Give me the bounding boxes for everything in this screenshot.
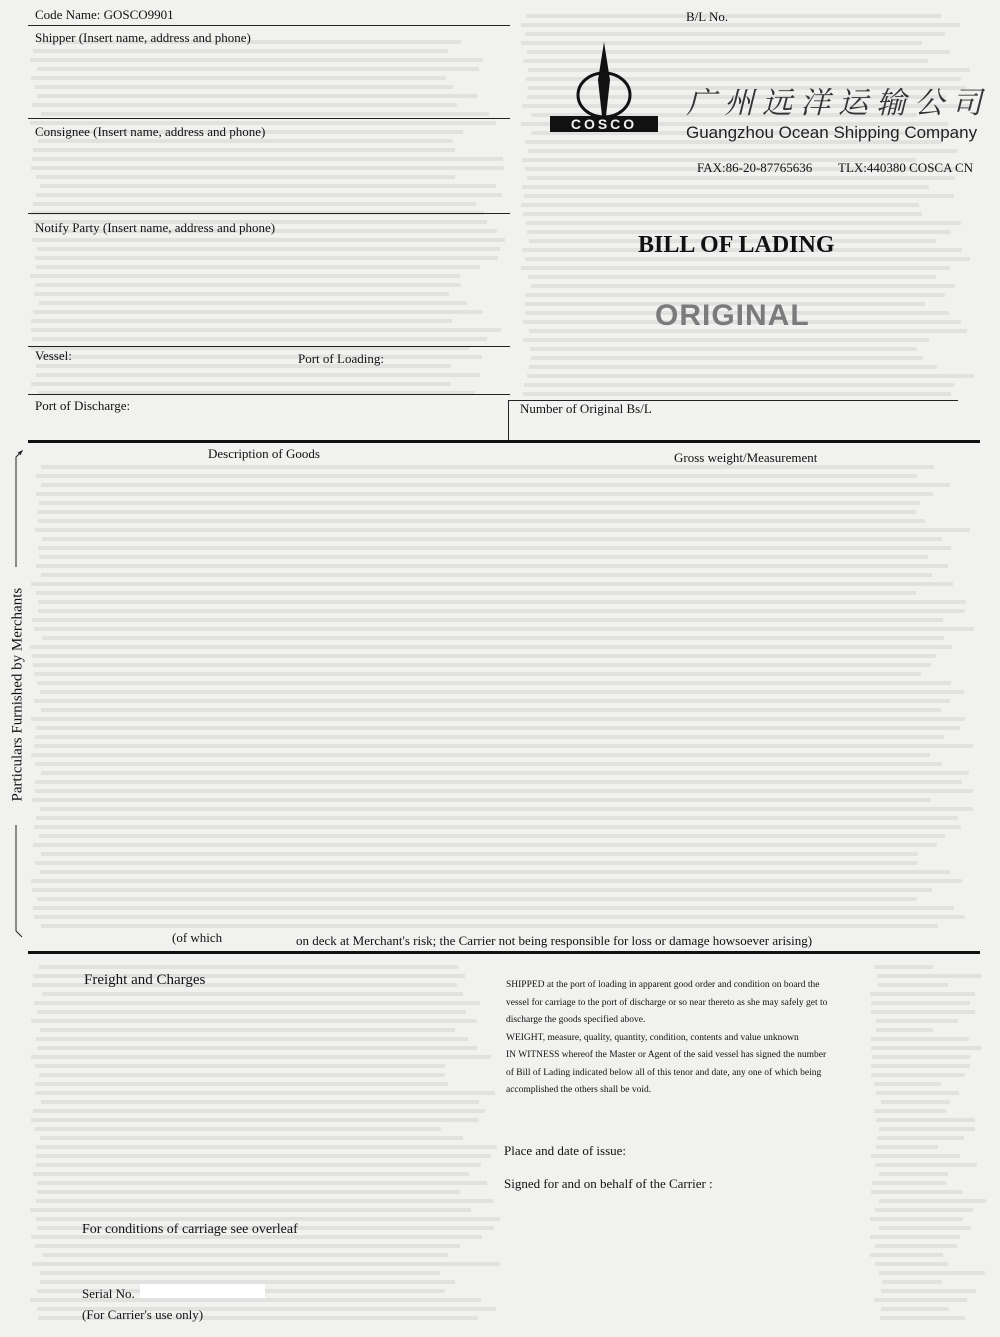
bleed-line — [35, 1244, 460, 1248]
bleed-line — [42, 636, 945, 640]
bleed-line — [37, 1046, 477, 1050]
bleed-line — [35, 85, 452, 89]
bleed-line — [32, 337, 487, 341]
bleed-line — [876, 1118, 975, 1122]
bleed-line — [879, 1271, 985, 1275]
description-of-goods-header: Description of Goods — [208, 446, 320, 461]
port-of-loading-label: Port of Loading: — [298, 351, 384, 366]
bleed-line — [37, 1190, 460, 1194]
shipped-clause-line: SHIPPED at the port of loading in apparent good order and condition on board the — [506, 980, 820, 990]
bleed-line — [40, 870, 951, 874]
bleed-line — [40, 690, 964, 694]
serial-number-redaction — [140, 1284, 265, 1298]
shipper-label: Shipper (Insert name, address and phone) — [35, 30, 251, 45]
bleed-line — [31, 1055, 491, 1059]
bleed-line — [33, 906, 954, 910]
bleed-line — [41, 483, 950, 487]
bleed-line — [40, 1136, 463, 1140]
bleed-line — [36, 1145, 496, 1149]
bleed-line — [879, 1127, 974, 1131]
bleed-line — [32, 103, 458, 107]
bleed-line — [33, 1109, 485, 1113]
bleed-line — [31, 166, 504, 170]
bleed-line — [874, 1082, 941, 1086]
bleed-line — [37, 67, 479, 71]
bleed-line — [42, 992, 464, 996]
bleed-line — [36, 492, 933, 496]
bleed-line — [870, 1217, 963, 1221]
bleed-line — [34, 915, 966, 919]
bleed-line — [871, 1046, 981, 1050]
bleed-line — [877, 1136, 964, 1140]
document-title: BILL OF LADING — [638, 232, 835, 258]
bleed-line — [37, 681, 951, 685]
bleed-line — [36, 726, 960, 730]
bleed-line — [529, 365, 937, 369]
bleed-line — [36, 1037, 468, 1041]
bleed-line — [881, 1307, 949, 1311]
bleed-line — [36, 564, 948, 568]
shipped-clause — [506, 977, 866, 1100]
bleed-line — [879, 1226, 971, 1230]
bleed-line — [34, 699, 950, 703]
bleed-line — [40, 807, 973, 811]
bleed-line — [527, 176, 956, 180]
bleed-line — [879, 1172, 948, 1176]
bleed-line — [38, 609, 965, 613]
bleed-line — [33, 49, 447, 53]
shipped-clause-line: discharge the goods specified above. — [506, 1015, 646, 1025]
bleed-line — [41, 573, 932, 577]
bleed-line — [37, 1010, 466, 1014]
conditions-overleaf-note: For conditions of carriage see overleaf — [82, 1222, 298, 1237]
divider — [28, 213, 510, 214]
bleed-line — [35, 789, 973, 793]
bleed-line — [528, 149, 958, 153]
bleed-line — [530, 347, 917, 351]
company-fax: FAX:86-20-87765636 — [697, 160, 813, 175]
bleed-line — [875, 1208, 973, 1212]
bleed-line — [37, 1181, 487, 1185]
bleed-line — [33, 663, 931, 667]
bleed-line — [38, 600, 966, 604]
cosco-logo — [548, 40, 660, 135]
shipped-clause-line: IN WITNESS whereof the Master or Agent of the said vessel has signed the number — [506, 1050, 827, 1060]
bleed-line — [39, 1073, 444, 1077]
bleed-line — [32, 798, 932, 802]
bleed-line — [882, 1280, 942, 1284]
divider — [508, 400, 509, 441]
bleed-line — [876, 1028, 933, 1032]
bleed-line — [525, 293, 945, 297]
bleed-line — [523, 212, 922, 216]
bleed-line — [40, 184, 496, 188]
company-english-name: Guangzhou Ocean Shipping Company — [686, 123, 978, 142]
shipped-clause-line: accomplished the others shall be void. — [506, 1085, 652, 1095]
bleed-line — [34, 1001, 480, 1005]
bleed-line — [874, 965, 933, 969]
bleed-line — [35, 283, 460, 287]
bleed-line — [36, 364, 450, 368]
gross-weight-header: Gross weight/Measurement — [674, 450, 818, 465]
original-stamp: ORIGINAL — [655, 299, 810, 332]
bleed-line — [41, 771, 969, 775]
deck-note: on deck at Merchant's risk; the Carrier not being responsible for loss or damage howsoever arising) — [296, 933, 813, 948]
bleed-line — [521, 23, 960, 27]
section-divider — [28, 951, 980, 954]
bleed-line — [31, 319, 452, 323]
bleed-line — [37, 897, 917, 901]
bleed-line — [36, 373, 479, 377]
bleed-line — [37, 510, 916, 514]
bleed-line — [871, 1154, 960, 1158]
bleed-line — [32, 888, 932, 892]
bleed-line — [37, 247, 499, 251]
bleed-line — [870, 992, 975, 996]
bleed-line — [36, 1163, 482, 1167]
company-telex: TLX:440380 COSCA CN — [838, 160, 974, 175]
place-date-of-issue-label: Place and date of issue: — [504, 1143, 627, 1158]
bleed-line — [526, 14, 941, 18]
bleed-line — [523, 338, 929, 342]
bleed-line — [42, 537, 942, 541]
bleed-line — [31, 1019, 476, 1023]
company-chinese-name: 广州远洋运输公司 — [686, 86, 990, 121]
freight-and-charges-label: Freight and Charges — [84, 972, 206, 988]
bleed-line — [872, 1055, 970, 1059]
bleed-line — [871, 1064, 970, 1068]
bleed-line — [36, 1199, 495, 1203]
bleed-line — [527, 374, 974, 378]
bleed-line — [522, 185, 929, 189]
bleed-line — [39, 501, 920, 505]
serial-number-label: Serial No. — [82, 1286, 135, 1301]
bleed-line — [36, 591, 916, 595]
bleed-line — [42, 1253, 448, 1257]
bleed-line — [32, 654, 935, 658]
bleed-line — [41, 112, 489, 116]
bleed-line — [35, 861, 919, 865]
bleed-line — [34, 1127, 441, 1131]
bleed-line — [36, 1217, 500, 1221]
bleed-line — [38, 546, 952, 550]
bleed-line — [31, 1118, 479, 1122]
bleed-line — [32, 1262, 500, 1266]
bleed-line — [872, 1181, 946, 1185]
bleed-line — [37, 94, 477, 98]
bleed-line — [875, 1262, 948, 1266]
bleed-line — [879, 1199, 986, 1203]
bleed-line — [31, 582, 953, 586]
bl-number-label: B/L No. — [686, 9, 729, 24]
bleed-line — [524, 383, 954, 387]
shipped-clause-line: of Bill of Lading indicated below all of this tenor and date, any one of which being — [506, 1067, 822, 1078]
bleed-line — [35, 1091, 495, 1095]
bleed-line — [876, 1145, 939, 1149]
bleed-line — [33, 148, 455, 152]
bleed-line — [41, 708, 941, 712]
divider — [28, 25, 510, 26]
bleed-line — [36, 1154, 491, 1158]
bleed-line — [871, 1001, 970, 1005]
consignee-label: Consignee (Insert name, address and phone) — [35, 124, 266, 139]
bleed-line — [31, 879, 962, 883]
bleed-line — [876, 1019, 958, 1023]
bleed-line — [524, 194, 954, 198]
bleed-line — [36, 193, 502, 197]
bleed-line — [521, 266, 951, 270]
bleed-line — [874, 1298, 967, 1302]
bleed-line — [32, 618, 943, 622]
bleed-line — [871, 1190, 963, 1194]
bleed-line — [32, 238, 505, 242]
bleed-line — [870, 1235, 960, 1239]
bleed-line — [876, 1091, 959, 1095]
bleed-line — [34, 292, 449, 296]
notify-party-label: Notify Party (Insert name, address and phone) — [35, 220, 276, 235]
bleed-line — [875, 1163, 976, 1167]
shipped-clause-line: WEIGHT, measure, quality, quantity, condition, contents and value unknown — [506, 1032, 799, 1043]
bleed-line — [30, 645, 951, 649]
bleed-line — [36, 175, 455, 179]
bleed-line — [40, 1271, 440, 1275]
cosco-logo-text: COSCO — [570, 116, 638, 132]
bleed-line — [528, 275, 936, 279]
bleed-line — [36, 265, 480, 269]
bleed-line — [871, 1073, 965, 1077]
bleed-line — [880, 1316, 965, 1320]
bleed-line — [33, 202, 475, 206]
bleed-line — [35, 1082, 448, 1086]
bleed-line — [526, 221, 961, 225]
bleed-line — [33, 843, 938, 847]
code-name: Code Name: GOSCO9901 — [35, 7, 174, 22]
number-of-original-label: Number of Original Bs/L — [520, 401, 652, 416]
bleed-line — [881, 1289, 976, 1293]
bleed-line — [35, 528, 970, 532]
bleed-line — [31, 382, 451, 386]
bleed-line — [41, 924, 938, 928]
bleed-line — [877, 974, 981, 978]
bleed-line — [531, 356, 923, 360]
divider — [28, 346, 510, 347]
bleed-line — [35, 762, 941, 766]
bleed-line — [523, 392, 952, 396]
bleed-line — [881, 1100, 950, 1104]
bleed-line — [35, 1064, 445, 1068]
shipped-clause-line: vessel for carriage to the port of discharge or so near thereto as she may safely get to — [506, 997, 828, 1008]
bleed-line — [33, 310, 483, 314]
bleed-line — [41, 852, 918, 856]
bleed-line — [31, 717, 965, 721]
bleed-line — [33, 1172, 469, 1176]
bleed-line — [871, 1010, 975, 1014]
bleed-line — [525, 32, 944, 36]
bleed-line — [521, 203, 919, 207]
bleed-line — [39, 834, 946, 838]
particulars-side-label: Particulars Furnished by Merchants — [9, 587, 26, 802]
deck-note-prefix: (of which — [172, 930, 223, 945]
bleed-line — [34, 672, 921, 676]
bleed-line — [35, 355, 482, 359]
bleed-line — [36, 816, 958, 820]
bleed-line — [39, 555, 928, 559]
bleed-line — [871, 1037, 969, 1041]
bleed-line — [870, 1253, 943, 1257]
bleed-line — [39, 965, 457, 969]
bleed-line — [30, 58, 483, 62]
vessel-label: Vessel: — [35, 348, 72, 363]
bleed-line — [39, 301, 467, 305]
section-divider — [28, 440, 980, 443]
bleed-line — [31, 753, 931, 757]
bleed-line — [878, 983, 947, 987]
bleed-line — [32, 157, 503, 161]
port-of-discharge-label: Port of Discharge: — [35, 398, 131, 413]
bleed-line — [874, 1109, 945, 1113]
carrier-use-note: (For Carrier's use only) — [82, 1307, 204, 1322]
bleed-line — [40, 1028, 455, 1032]
divider — [28, 394, 510, 395]
signed-for-carrier-label: Signed for and on behalf of the Carrier : — [504, 1176, 713, 1191]
bleed-line — [35, 256, 499, 260]
bleed-line — [875, 1244, 957, 1248]
bleed-line — [34, 744, 973, 748]
bleed-line — [30, 1208, 471, 1212]
bleed-line — [30, 274, 460, 278]
bleed-line — [34, 825, 961, 829]
bleed-line — [38, 519, 926, 523]
bleed-line — [35, 735, 945, 739]
bleed-line — [41, 1100, 480, 1104]
bleed-line — [531, 284, 955, 288]
bleed-line — [35, 780, 962, 784]
bleed-line — [31, 76, 445, 80]
bleed-line — [34, 627, 974, 631]
bleed-line — [31, 328, 501, 332]
divider — [28, 118, 510, 119]
bleed-line — [36, 474, 917, 478]
